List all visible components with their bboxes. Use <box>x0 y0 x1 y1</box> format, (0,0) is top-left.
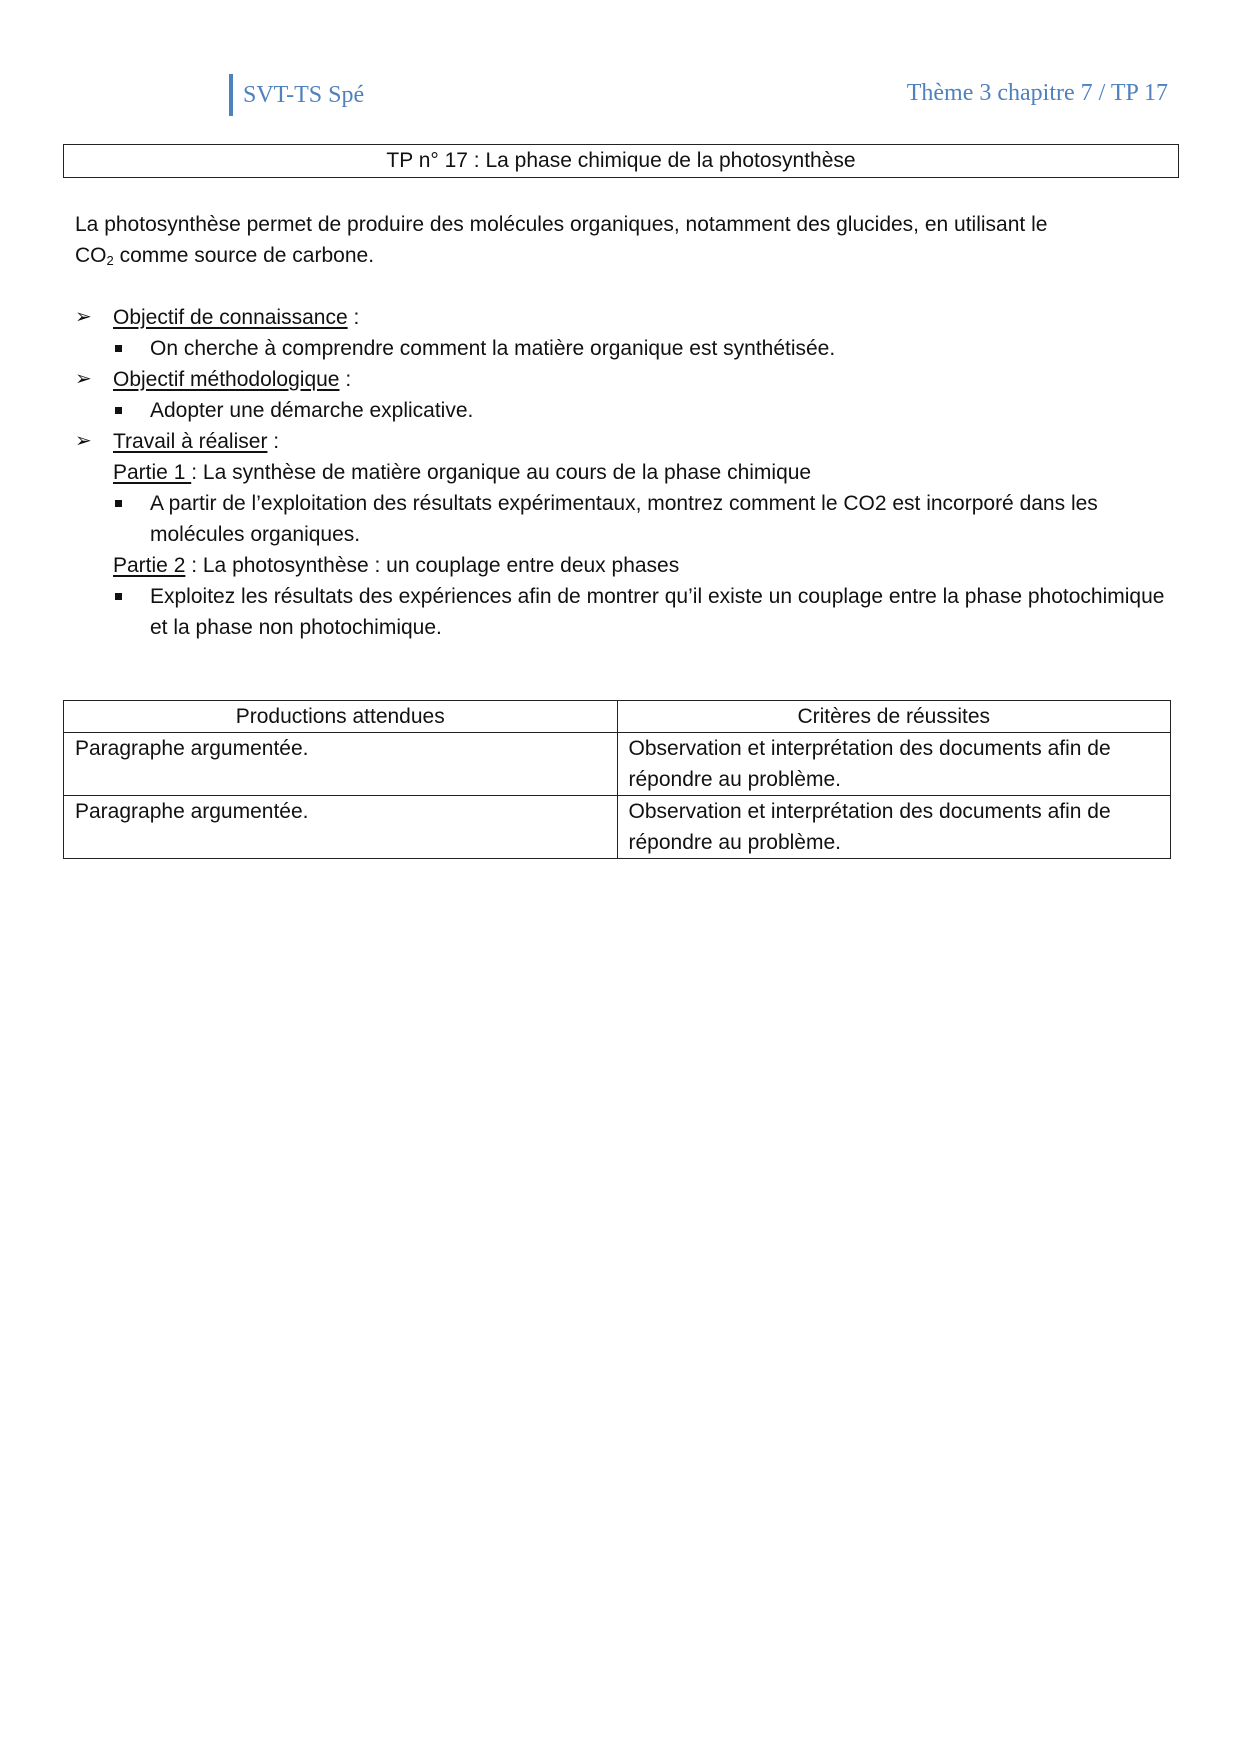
document-body <box>75 209 1175 643</box>
intro-rest: comme source de carbone. <box>113 244 375 267</box>
square-bullet-icon <box>115 407 122 414</box>
objective-knowledge-label: Objectif de connaissance <box>113 306 348 329</box>
table-cell-production: Paragraphe argumentée. <box>64 796 618 859</box>
part-1-bullet <box>75 488 1175 550</box>
intro-paragraph <box>75 209 1175 271</box>
arrow-bullet-icon: ➢ <box>75 306 92 328</box>
part-1-text: : La synthèse de matière organique au cours de la phase chimique <box>191 461 812 484</box>
objective-knowledge-bullet <box>75 333 1175 364</box>
table-row <box>64 796 1171 859</box>
table-cell-criteria: Observation et interprétation des documents afin de répondre au problème. <box>617 796 1171 859</box>
part-2-heading <box>75 550 1175 581</box>
work-label: Travail à réaliser <box>113 430 268 453</box>
arrow-bullet-icon: ➢ <box>75 430 92 452</box>
table-header-row <box>64 701 1171 733</box>
part-2-bullet <box>75 581 1175 643</box>
part-1-label: Partie 1 <box>113 461 192 484</box>
intro-line-1: La photosynthèse permet de produire des molécules organiques, notamment des glucides, en utilisant le <box>75 213 1048 236</box>
objective-method-text: Adopter une démarche explicative. <box>150 399 474 422</box>
criteria-table <box>63 700 1171 859</box>
intro-line-2 <box>75 240 1175 271</box>
work-heading <box>75 426 1175 457</box>
part-1-bullet-text: A partir de l’exploitation des résultats expérimentaux, montrez comment le CO2 est incorporé dans les molécules organiques. <box>150 492 1098 546</box>
intro-co: CO <box>75 244 107 267</box>
header-subject: SVT-TS Spé <box>229 74 364 116</box>
intro-subscript: 2 <box>106 253 114 268</box>
objective-knowledge-heading <box>75 302 1175 333</box>
objective-method-suffix: : <box>339 368 352 391</box>
table-row <box>64 733 1171 796</box>
objective-knowledge-suffix: : <box>347 306 360 329</box>
square-bullet-icon <box>115 593 122 600</box>
table-cell-production: Paragraphe argumentée. <box>64 733 618 796</box>
objective-method-bullet <box>75 395 1175 426</box>
part-2-text: : La photosynthèse : un couplage entre deux phases <box>185 554 680 577</box>
part-2-label: Partie 2 <box>113 554 186 577</box>
part-1-heading <box>75 457 1175 488</box>
table-header-criteria: Critères de réussites <box>617 701 1171 733</box>
objective-knowledge-text: On cherche à comprendre comment la matière organique est synthétisée. <box>150 337 836 360</box>
square-bullet-icon <box>115 500 122 507</box>
objective-method-heading <box>75 364 1175 395</box>
objective-method-label: Objectif méthodologique <box>113 368 340 391</box>
arrow-bullet-icon: ➢ <box>75 368 92 390</box>
page-title: TP n° 17 : La phase chimique de la photosynthèse <box>63 144 1179 178</box>
work-suffix: : <box>267 430 280 453</box>
table-header-productions: Productions attendues <box>64 701 618 733</box>
header-chapter: Thème 3 chapitre 7 / TP 17 <box>906 80 1168 106</box>
square-bullet-icon <box>115 345 122 352</box>
table-cell-criteria: Observation et interprétation des documents afin de répondre au problème. <box>617 733 1171 796</box>
part-2-bullet-text: Exploitez les résultats des expériences afin de montrer qu’il existe un couplage entre la phase photochimique et la phase non photochimique. <box>150 585 1165 639</box>
